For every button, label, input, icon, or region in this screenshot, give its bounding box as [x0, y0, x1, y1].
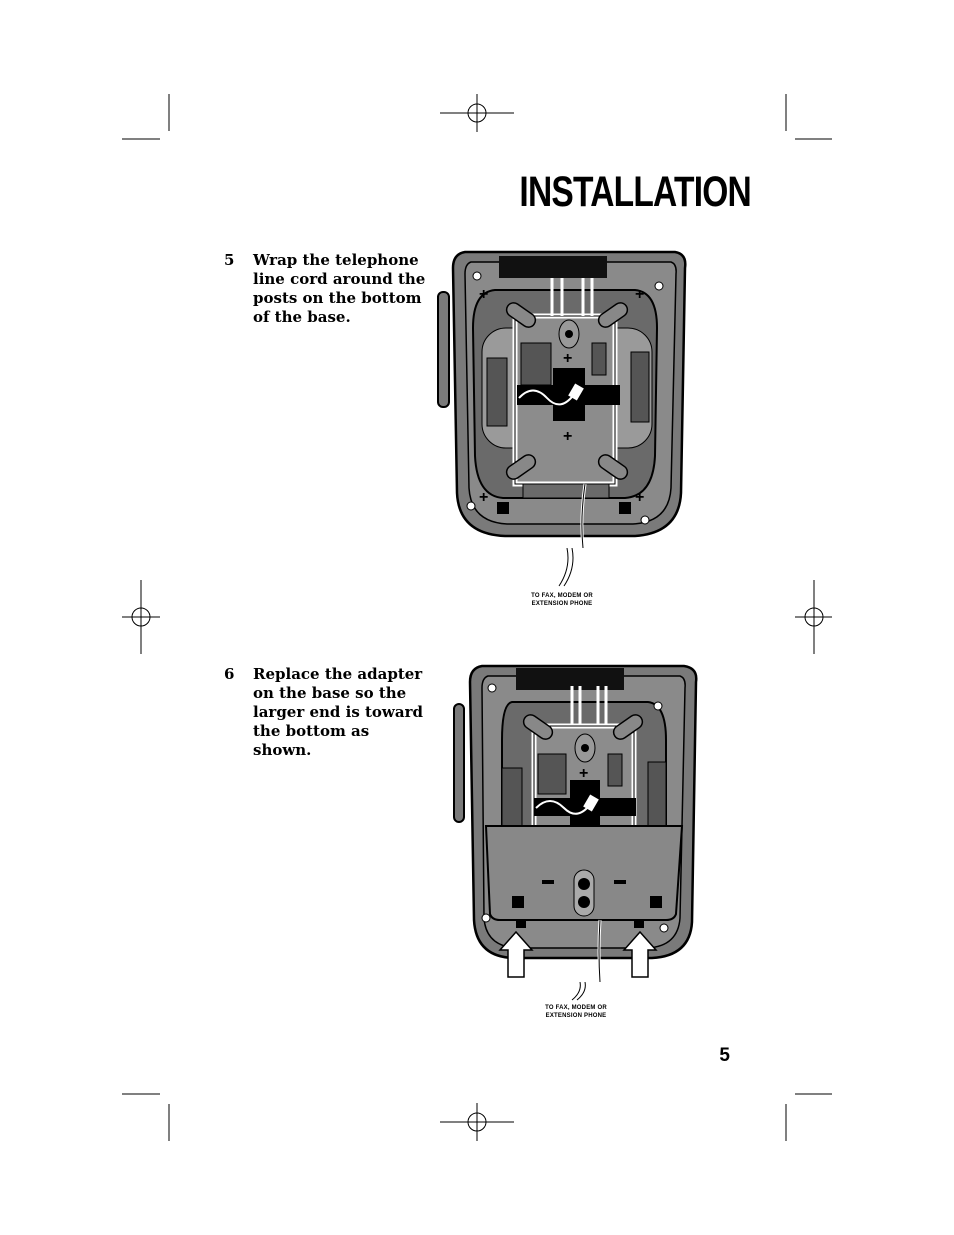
- svg-text:+: +: [635, 489, 645, 506]
- page-title: INSTALLATION: [519, 168, 751, 216]
- svg-text:+: +: [479, 489, 489, 506]
- step-5: [224, 251, 434, 331]
- step-text: Replace the adapter on the base so the larger end is toward the bottom as shown.: [253, 665, 423, 759]
- svg-text:+: +: [579, 765, 589, 782]
- registration-mark-bottom: [440, 1103, 514, 1141]
- svg-text:+: +: [563, 350, 573, 367]
- registration-mark-right: [795, 580, 832, 654]
- figure-1-caption: TO FAX, MODEM OR EXTENSION PHONE: [531, 593, 593, 607]
- step-number: 5: [224, 251, 235, 269]
- cord-end-icon: [568, 982, 588, 1002]
- step-6: [224, 665, 434, 759]
- step-text: Wrap the telephone line cord around the posts on the bottom of the base.: [253, 251, 426, 326]
- figure-2-cord-end: [568, 982, 588, 1002]
- svg-text:+: +: [563, 428, 573, 445]
- svg-text:+: +: [479, 286, 489, 303]
- registration-mark-top: [440, 94, 514, 132]
- step-number: 6: [224, 665, 235, 683]
- cord-end-icon: [555, 548, 575, 588]
- figure-1-cord-end: [555, 548, 575, 588]
- registration-mark-left: [122, 580, 160, 654]
- phone-base-adapter-illustration: [452, 662, 702, 982]
- figure-2-caption: TO FAX, MODEM OR EXTENSION PHONE: [545, 1005, 607, 1019]
- phone-base-cord-illustration: [435, 248, 695, 548]
- svg-text:+: +: [635, 286, 645, 303]
- page-number: 5: [719, 1045, 730, 1066]
